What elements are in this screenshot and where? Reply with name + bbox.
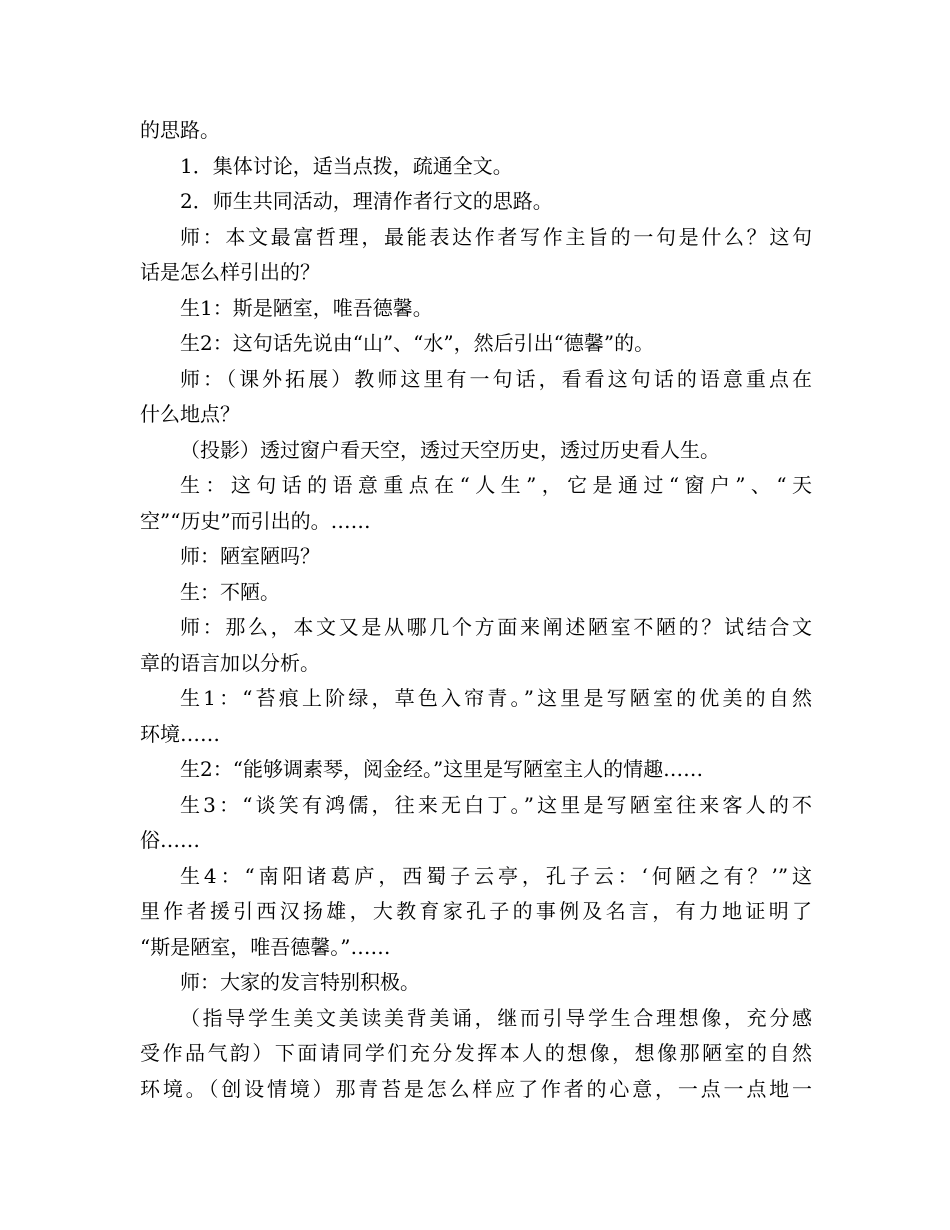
text-line: 生1：“苔痕上阶绿，草色入帘青。”这里是写陋室的优美的自然 xyxy=(180,686,812,710)
text-line: 2．师生共同活动，理清作者行文的思路。 xyxy=(180,189,553,213)
text-line: 章的语言加以分析。 xyxy=(140,650,320,675)
text-line: 生1：斯是陋室，唯吾德馨。 xyxy=(180,295,433,320)
text-line: 俗…… xyxy=(140,828,200,852)
text-line: 生3：“谈笑有鸿儒，往来无白丁。”这里是写陋室往来客人的不 xyxy=(180,792,812,817)
text-line: 生：不陋。 xyxy=(180,579,280,604)
text-line: 受作品气韵）下面请同学们充分发挥本人的想像，想像那陋室的自然 xyxy=(140,1041,812,1065)
text-line: 生4：“南阳诸葛庐，西蜀子云亭，孔子云：‘何陋之有？’”这 xyxy=(180,863,812,888)
text-line: 师：（课外拓展）教师这里有一句话，看看这句话的语意重点在 xyxy=(180,366,812,391)
text-line: 的思路。 xyxy=(140,118,220,142)
text-line: 环境。（创设情境）那青苔是怎么样应了作者的心意，一点一点地一 xyxy=(140,1076,812,1101)
text-line: 师：本文最富哲理，最能表达作者写作主旨的一句是什么？这句 xyxy=(180,224,812,249)
text-line: 话是怎么样引出的？ xyxy=(140,260,320,284)
text-line: 生2：“能够调素琴，阅金经。”这里是写陋室主人的情趣…… xyxy=(180,757,704,781)
text-line: 师：陋室陋吗？ xyxy=(180,544,320,568)
text-line: 师：那么，本文又是从哪几个方面来阐述陋室不陋的？试结合文 xyxy=(180,615,812,639)
text-line: 里作者援引西汉扬雄，大教育家孔子的事例及名言，有力地证明了 xyxy=(140,899,812,923)
text-line: 空”“历史”而引出的。…… xyxy=(140,508,371,533)
text-line: 生2：这句话先说由“山”、“水”，然后引出“德馨”的。 xyxy=(180,331,655,355)
text-line: 环境…… xyxy=(140,721,220,746)
text-line: （指导学生美文美读美背美诵，继而引导学生合理想像，充分感 xyxy=(180,1005,812,1030)
text-line: “斯是陋室，唯吾德馨。”…… xyxy=(140,934,391,959)
text-line: （投影）透过窗户看天空，透过天空历史，透过历史看人生。 xyxy=(180,437,720,462)
text-line: 1．集体讨论，适当点拨，疏通全文。 xyxy=(180,153,513,178)
page-body-text xyxy=(140,113,812,1107)
text-line: 师：大家的发言特别积极。 xyxy=(180,970,420,994)
text-line: 什么地点？ xyxy=(140,402,240,426)
text-line: 生：这句话的语意重点在“人生”，它是通过“窗户”、“天 xyxy=(180,473,812,497)
